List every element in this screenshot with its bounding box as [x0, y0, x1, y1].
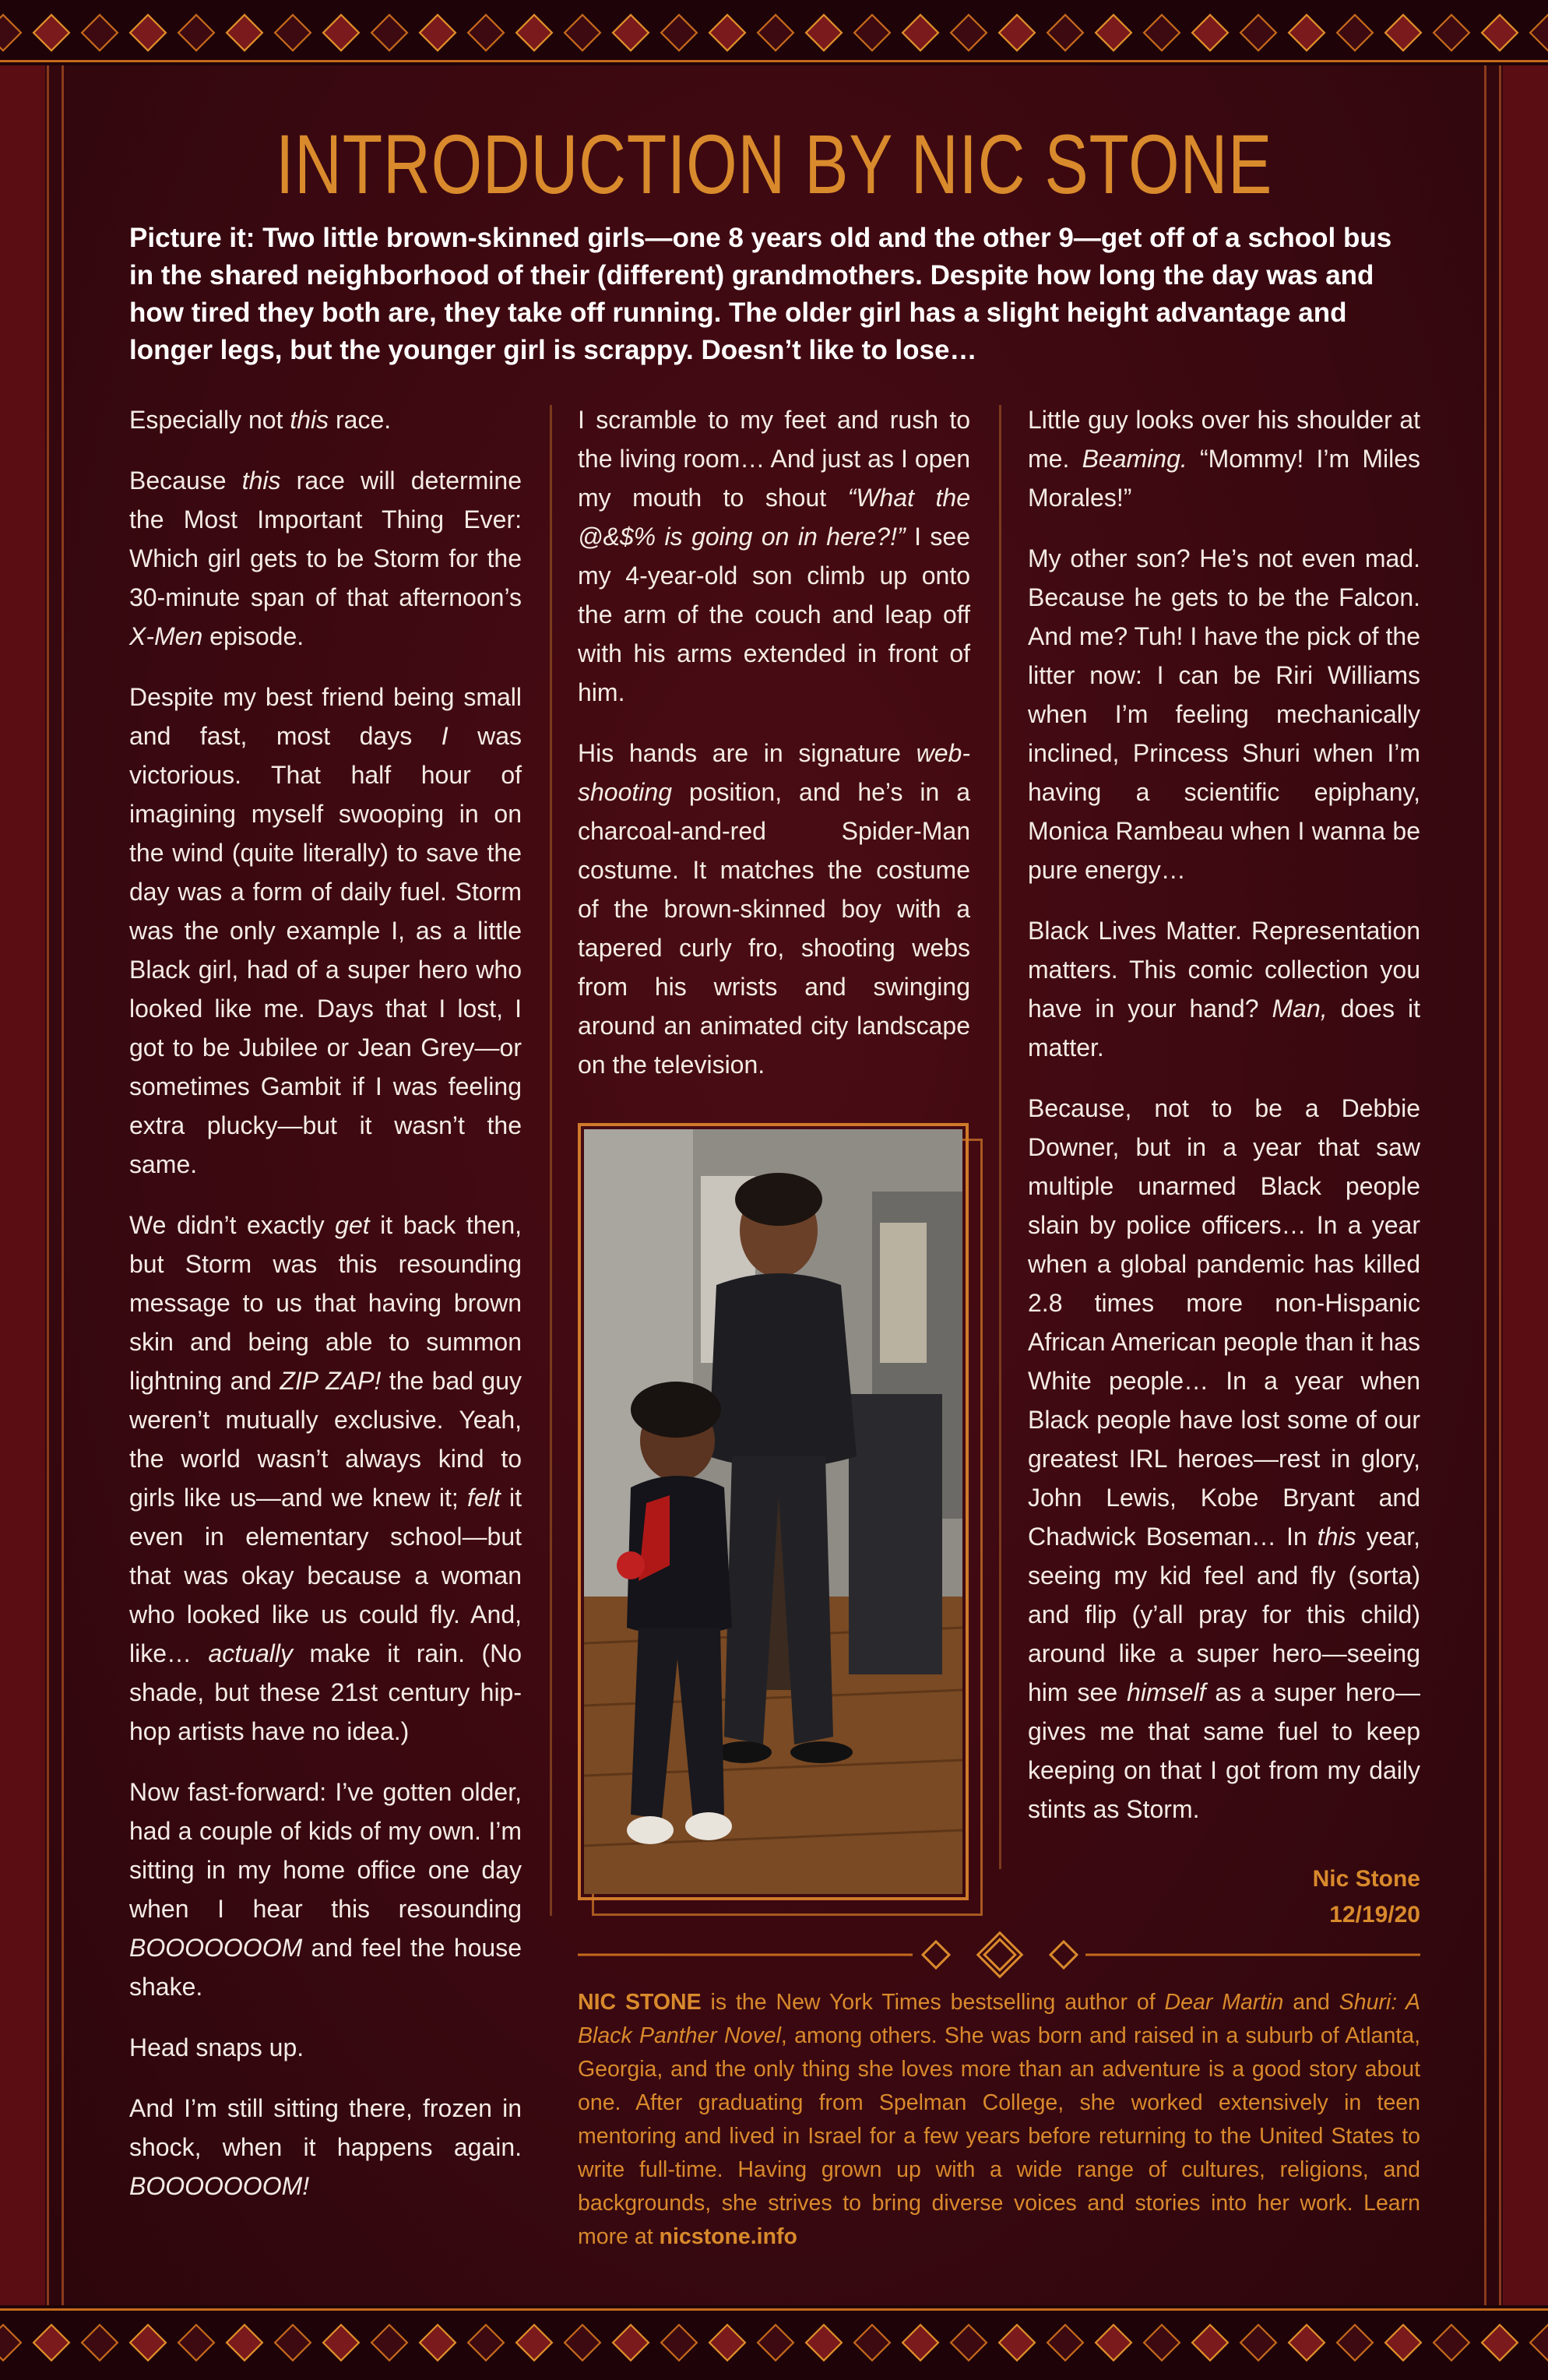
border-diamond	[902, 2324, 940, 2362]
border-diamond	[0, 14, 22, 52]
border-diamond	[1433, 14, 1471, 52]
border-diamond	[515, 14, 554, 52]
border-diamond	[1095, 2324, 1133, 2362]
column1-paragraph-1: Especially not this race.	[129, 406, 392, 434]
author-bio: NIC STONE is the New York Times bestselling author of Dear Martin and Shuri: A Black Panther Novel, among others. She was born and raised in a suburb of Atlanta, Georgia, and the only thing she loves more than an adventure is a good story about one. After graduating from Spelman College, she worked extensively in teen mentoring and lived in Israel for a few years before returning to the United States to write full-time. Having grown up with a wide range of cultures, religions, and backgrounds, she strives to bring diverse voices and stories into her work. Learn more at nicstone.info	[578, 1990, 1421, 2249]
border-diamond	[1288, 2324, 1326, 2362]
border-diamond	[1481, 2324, 1519, 2362]
border-diamond	[1336, 2324, 1374, 2362]
column2-paragraph-2: His hands are in signature web-shooting position, and he’s in a charcoal-and-red Spider-Man costume. It matches the costume of the brown-skinned boy with a tapered curly fro, shooting webs from his wrists and swinging around an animated city landscape on the television.	[578, 739, 970, 1079]
border-diamond	[1384, 2324, 1423, 2362]
column3-paragraph-4: Because, not to be a Debbie Downer, but in a year that saw multiple unarmed Black people slain by police officers… In a year when a global pandemic has killed 2.8 times more non-Hispanic African American people than it has White people… In a year when Black people have lost some of our greatest IRL heroes—rest in glory, John Lewis, Kobe Bryant and Chadwick Boseman… In this year, seeing my kid feel and fly (sorta) and flip (y’all pray for this child) around like a super hero—seeing him see himself as a super hero—gives me that same fuel to keep keeping on that I got from my daily stints as Storm.	[1028, 1094, 1421, 1823]
signature-date: 12/19/20	[1329, 1902, 1420, 1928]
column-2	[578, 400, 970, 1106]
column-1	[129, 400, 522, 2227]
border-diamond	[564, 14, 602, 52]
border-diamond	[274, 14, 312, 52]
border-diamond	[1240, 2324, 1278, 2362]
border-diamond	[757, 14, 795, 52]
border-diamond	[1095, 14, 1133, 52]
column1-paragraph-4: We didn’t exactly get it back then, but Storm was this resounding message to us that having brown skin and being able to summon lightning and ZIP ZAP! the bad guy weren’t mutually exclusive. Yeah, the world wasn’t always kind to girls like us—and we knew it; felt it even in elementary school—but that was okay because a woman who looked like us could fly. And, like… actually make it rain. (No shade, but these 21st century hip-hop artists have no idea.)	[129, 1211, 522, 1745]
border-diamond	[853, 2324, 892, 2362]
border-diamond	[1047, 14, 1085, 52]
column-divider-2	[999, 405, 1001, 1869]
border-diamond	[467, 2324, 505, 2362]
column1-paragraph-3: Despite my best friend being small and fast, most days I was victorious. That half hour of imagining myself swooping in on the wind (quite literally) to save the day was a form of daily fuel. Storm was the only example I, as a little Black girl, had of a super hero who looked like me. Days that I lost, I got to be Jubilee or Jean Grey—or sometimes Gambit if I was feeling extra plucky—but it wasn’t the same.	[129, 683, 522, 1178]
border-diamond	[950, 2324, 988, 2362]
border-diamond	[371, 2324, 409, 2362]
border-diamond	[1384, 14, 1423, 52]
bottom-decorative-border	[0, 2305, 1548, 2380]
signature-name: Nic Stone	[1312, 1866, 1420, 1892]
border-diamond	[1433, 2324, 1471, 2362]
border-diamond	[998, 2324, 1036, 2362]
border-diamond	[81, 2324, 119, 2362]
lead-paragraph: Picture it: Two little brown-skinned girls—one 8 years old and the other 9—get off of a school bus in the shared neighborhood of their (different) grandmothers. Despite how long the day was and how tired they both are, they take off running. The older girl has a slight height advantage and longer legs, but the younger girl is scrappy. Doesn’t like to lose…	[129, 223, 1392, 365]
column1-paragraph-6: Head snaps up.	[129, 2033, 304, 2061]
border-diamond	[1529, 14, 1548, 52]
left-frame-line	[47, 65, 64, 2305]
border-diamond	[33, 14, 71, 52]
border-diamond	[1336, 14, 1374, 52]
border-diamond	[226, 2324, 264, 2362]
border-diamond	[660, 2324, 698, 2362]
border-diamond	[612, 2324, 650, 2362]
border-diamond	[419, 14, 457, 52]
column3-paragraph-1: Little guy looks over his shoulder at me. Beaming. “Mommy! I’m Miles Morales!”	[1028, 406, 1421, 512]
border-diamond	[226, 14, 264, 52]
border-diamond	[1288, 14, 1326, 52]
border-diamond	[129, 14, 167, 52]
border-diamond	[129, 2324, 167, 2362]
border-diamond	[515, 2324, 554, 2362]
photo-frame	[578, 1123, 969, 1900]
border-diamond	[757, 2324, 795, 2362]
signature	[1168, 1861, 1420, 1933]
right-side-border	[1503, 65, 1548, 2305]
border-diamond	[1143, 2324, 1181, 2362]
border-diamond	[371, 14, 409, 52]
border-diamond	[1047, 2324, 1085, 2362]
border-diamond	[902, 14, 940, 52]
border-diamond	[950, 14, 988, 52]
left-side-border	[0, 65, 45, 2305]
column-3	[1028, 400, 1420, 1850]
column3-paragraph-2: My other son? He’s not even mad. Because he gets to be the Falcon. And me? Tuh! I have the pick of the litter now: I can be Riri Williams when I’m feeling mechanically inclined, Princess Shuri when I’m having a scientific epiphany, Monica Rambeau when I wanna be pure energy…	[1028, 544, 1420, 884]
column1-paragraph-5: Now fast-forward: I’ve gotten older, had a couple of kids of my own. I’m sitting in my home office one day when I hear this resounding BOOOOOOOM and feel the house shake.	[129, 1778, 522, 2001]
border-diamond	[178, 2324, 216, 2362]
border-diamond	[0, 2324, 22, 2362]
column1-paragraph-7: And I’m still sitting there, frozen in shock, when it happens again. BOOOOOOOM!	[129, 2094, 522, 2200]
column3-paragraph-3: Black Lives Matter. Representation matters. This comic collection you have in your hand? Man, does it matter.	[1028, 917, 1421, 1061]
page-title: INTRODUCTION BY NIC STONE	[275, 117, 1273, 211]
border-diamond	[33, 2324, 71, 2362]
border-diamond	[419, 2324, 457, 2362]
border-diamond	[1191, 2324, 1230, 2362]
border-diamond	[564, 2324, 602, 2362]
border-diamond	[81, 14, 119, 52]
border-diamond	[322, 14, 361, 52]
border-diamond	[805, 14, 843, 52]
column2-paragraph-1: I scramble to my feet and rush to the living room… And just as I open my mouth to shout “What the @&$% is going on in here?!” I see my 4-year-old son climb up onto the arm of the couch and leap off with his arms extended in front of him.	[578, 406, 971, 706]
border-diamond	[805, 2324, 843, 2362]
border-diamond	[1191, 14, 1230, 52]
border-diamond	[1529, 2324, 1548, 2362]
border-diamond	[1240, 14, 1278, 52]
border-diamond	[709, 14, 747, 52]
right-frame-line	[1484, 65, 1501, 2305]
border-diamond	[660, 14, 698, 52]
border-diamond	[178, 14, 216, 52]
border-diamond	[322, 2324, 361, 2362]
border-diamond	[467, 14, 505, 52]
ornament-divider	[578, 1931, 1420, 1978]
border-diamond	[998, 14, 1036, 52]
border-diamond	[709, 2324, 747, 2362]
border-diamond	[612, 14, 650, 52]
border-diamond	[1143, 14, 1181, 52]
border-diamond	[853, 14, 892, 52]
column-divider-1	[550, 405, 552, 1916]
column1-paragraph-2: Because this race will determine the Most Important Thing Ever: Which girl gets to be Storm for the 30-minute span of that afternoon’s X-Men episode.	[129, 466, 522, 650]
border-diamond	[1481, 14, 1519, 52]
top-decorative-border	[0, 0, 1548, 65]
border-diamond	[274, 2324, 312, 2362]
